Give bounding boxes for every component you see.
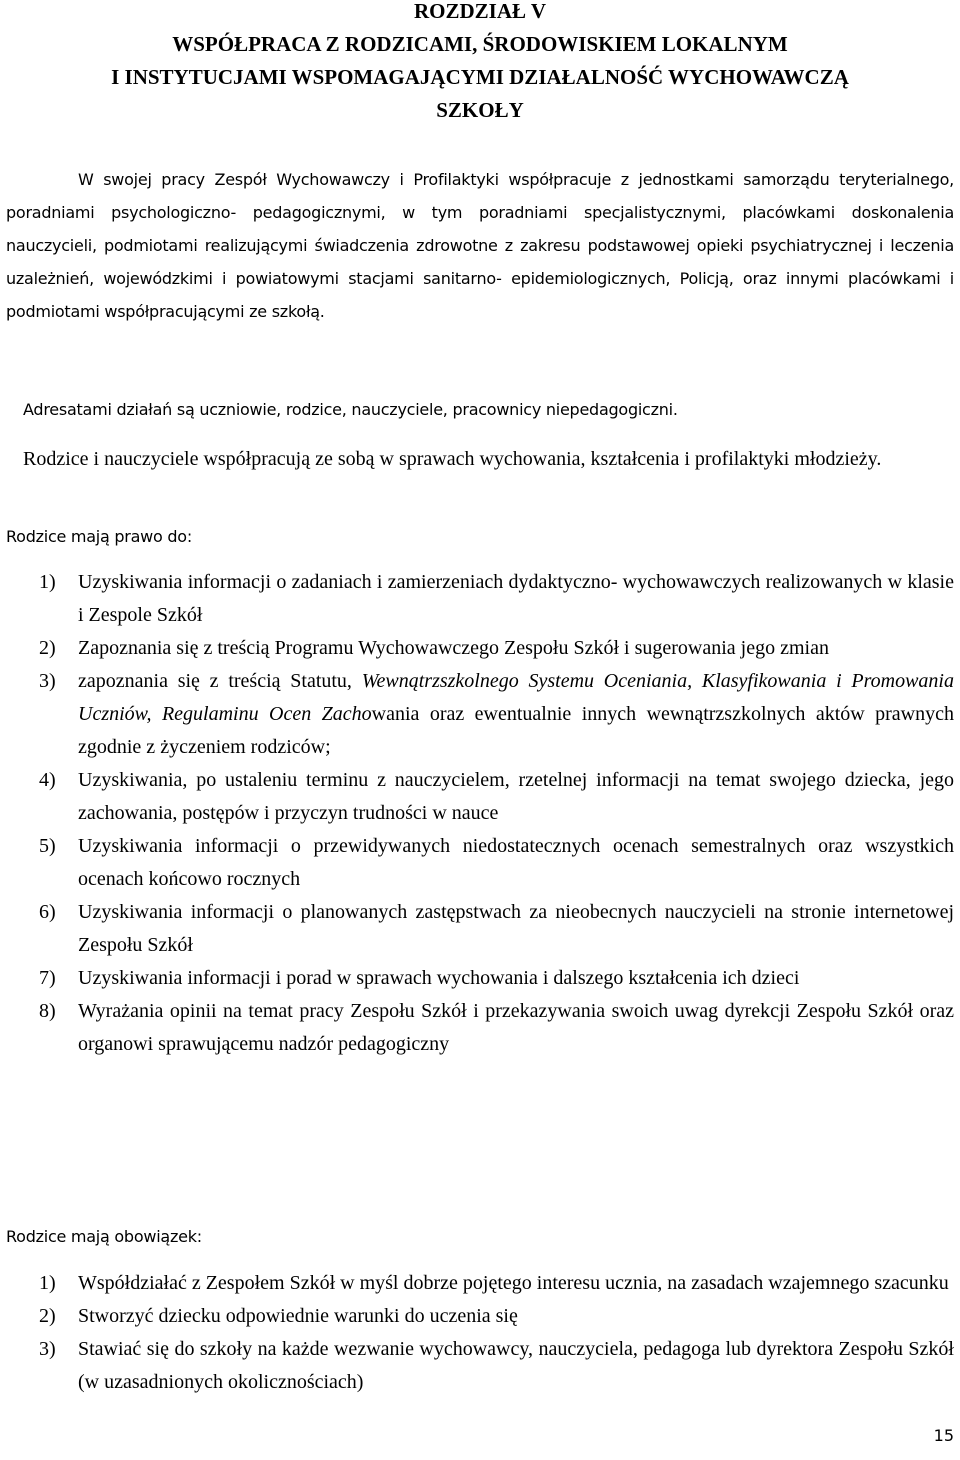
list-item-number: 2) xyxy=(39,637,56,659)
list-item xyxy=(0,1333,954,1399)
list-item xyxy=(0,1267,954,1300)
list-item xyxy=(0,896,954,962)
list-item xyxy=(0,665,954,764)
list-item-text: Uzyskiwania, po ustaleniu terminu z nauczycielem, rzetelnej informacji na temat swojego dziecka, jego zachowania, postępów i przyczyn trudności w nauce xyxy=(78,769,954,824)
list-item-text: Uzyskiwania informacji o planowanych zastępstwach za nieobecnych nauczycieli na stronie internetowej Zespołu Szkół xyxy=(78,901,954,956)
list-item-number: 7) xyxy=(39,967,56,989)
list-item-text: Współdziałać z Zespołem Szkół w myśl dobrze pojętego interesu ucznia, na zasadach wzajemnego szacunku xyxy=(78,1272,949,1294)
list-item-number: 1) xyxy=(39,571,56,593)
list-item xyxy=(0,1300,954,1333)
page-number: 15 xyxy=(933,1426,954,1445)
list-item xyxy=(0,566,954,632)
list-item-number: 1) xyxy=(39,1272,56,1294)
parents-cooperation-paragraph xyxy=(6,443,954,476)
list-item-number: 3) xyxy=(39,670,56,692)
chapter-heading-line-2: I INSTYTUCJAMI WSPOMAGAJĄCYMI DZIAŁALNOŚĆ WYCHOWAWCZĄ xyxy=(111,65,849,89)
parents-cooperation-text: Rodzice i nauczyciele współpracują ze sobą w sprawach wychowania, kształcenia i profilaktyki młodzieży. xyxy=(23,448,882,470)
list-item-text: Wyrażania opinii na temat pracy Zespołu Szkół i przekazywania swoich uwag dyrekcji Zespołu Szkół oraz organowi sprawującemu nadzór pedagogiczny xyxy=(78,1000,954,1055)
chapter-title: ROZDZIAŁ V xyxy=(413,0,547,23)
list-item-number: 4) xyxy=(39,769,56,791)
list-item-text: zapoznania się z treścią Statutu, xyxy=(78,670,362,692)
list-item-text: Stworzyć dziecku odpowiednie warunki do uczenia się xyxy=(78,1305,518,1327)
intro-paragraph xyxy=(6,163,954,328)
list-item-italic-text: Wewnątrzszkolnego Systemu Oceniania, Klasyfikowania i Promowania Uczniów, Regulaminu Ocen Zacho xyxy=(78,670,954,725)
list-item-number: 2) xyxy=(39,1305,56,1327)
list-item-number: 6) xyxy=(39,901,56,923)
list-item-text: wania oraz ewentualnie innych wewnątrzszkolnych aktów prawnych zgodnie z życzeniem rodziców; xyxy=(78,703,954,758)
rights-list xyxy=(0,566,954,1061)
list-item-text: Uzyskiwania informacji o przewidywanych niedostatecznych ocenach semestralnych oraz wszystkich ocenach końcowo rocznych xyxy=(78,835,954,890)
addressees-paragraph: Adresatami działań są uczniowie, rodzice, nauczyciele, pracownicy niepedagogiczni. xyxy=(23,400,678,419)
chapter-heading-line-1: WSPÓŁPRACA Z RODZICAMI, ŚRODOWISKIEM LOKALNYM xyxy=(172,32,788,56)
list-item xyxy=(0,995,954,1061)
list-item-number: 3) xyxy=(39,1338,56,1360)
list-item xyxy=(0,962,954,995)
intro-text: W swojej pracy Zespół Wychowawczy i Profilaktyki współpracuje z jednostkami samorządu teryterialnego, poradniami psychologiczno- pedagogicznymi, w tym poradniami specjalistycznymi, placówkami doskonalenia nauczycieli, podmiotami realizującymi świadczenia zdrowotne z zakresu podstawowej opieki psychiatrycznej i leczenia uzależnień, wojewódzkimi i powiatowymi stacjami sanitarno- epidemiologicznych, Policją, oraz innymi placówkami i podmiotami współpracującymi ze szkołą. xyxy=(6,170,954,321)
list-item-text: Uzyskiwania informacji i porad w sprawach wychowania i dalszego kształcenia ich dzieci xyxy=(78,967,800,989)
rights-title: Rodzice mają prawo do: xyxy=(6,527,192,546)
list-item-text: Stawiać się do szkoły na każde wezwanie wychowawcy, nauczyciela, pedagoga lub dyrektora Zespołu Szkół (w uzasadnionych okolicznościach) xyxy=(78,1338,954,1393)
list-item-number: 5) xyxy=(39,835,56,857)
list-item xyxy=(0,830,954,896)
list-item-text: Uzyskiwania informacji o zadaniach i zamierzeniach dydaktyczno- wychowawczych realizowanych w klasie i Zespole Szkół xyxy=(78,571,954,626)
duties-title: Rodzice mają obowiązek: xyxy=(6,1227,202,1246)
chapter-heading-line-3: SZKOŁY xyxy=(436,98,524,122)
list-item-text: Zapoznania się z treścią Programu Wychowawczego Zespołu Szkół i sugerowania jego zmian xyxy=(78,637,829,659)
duties-list xyxy=(0,1267,954,1399)
list-item xyxy=(0,764,954,830)
list-item-number: 8) xyxy=(39,1000,56,1022)
list-item xyxy=(0,632,954,665)
